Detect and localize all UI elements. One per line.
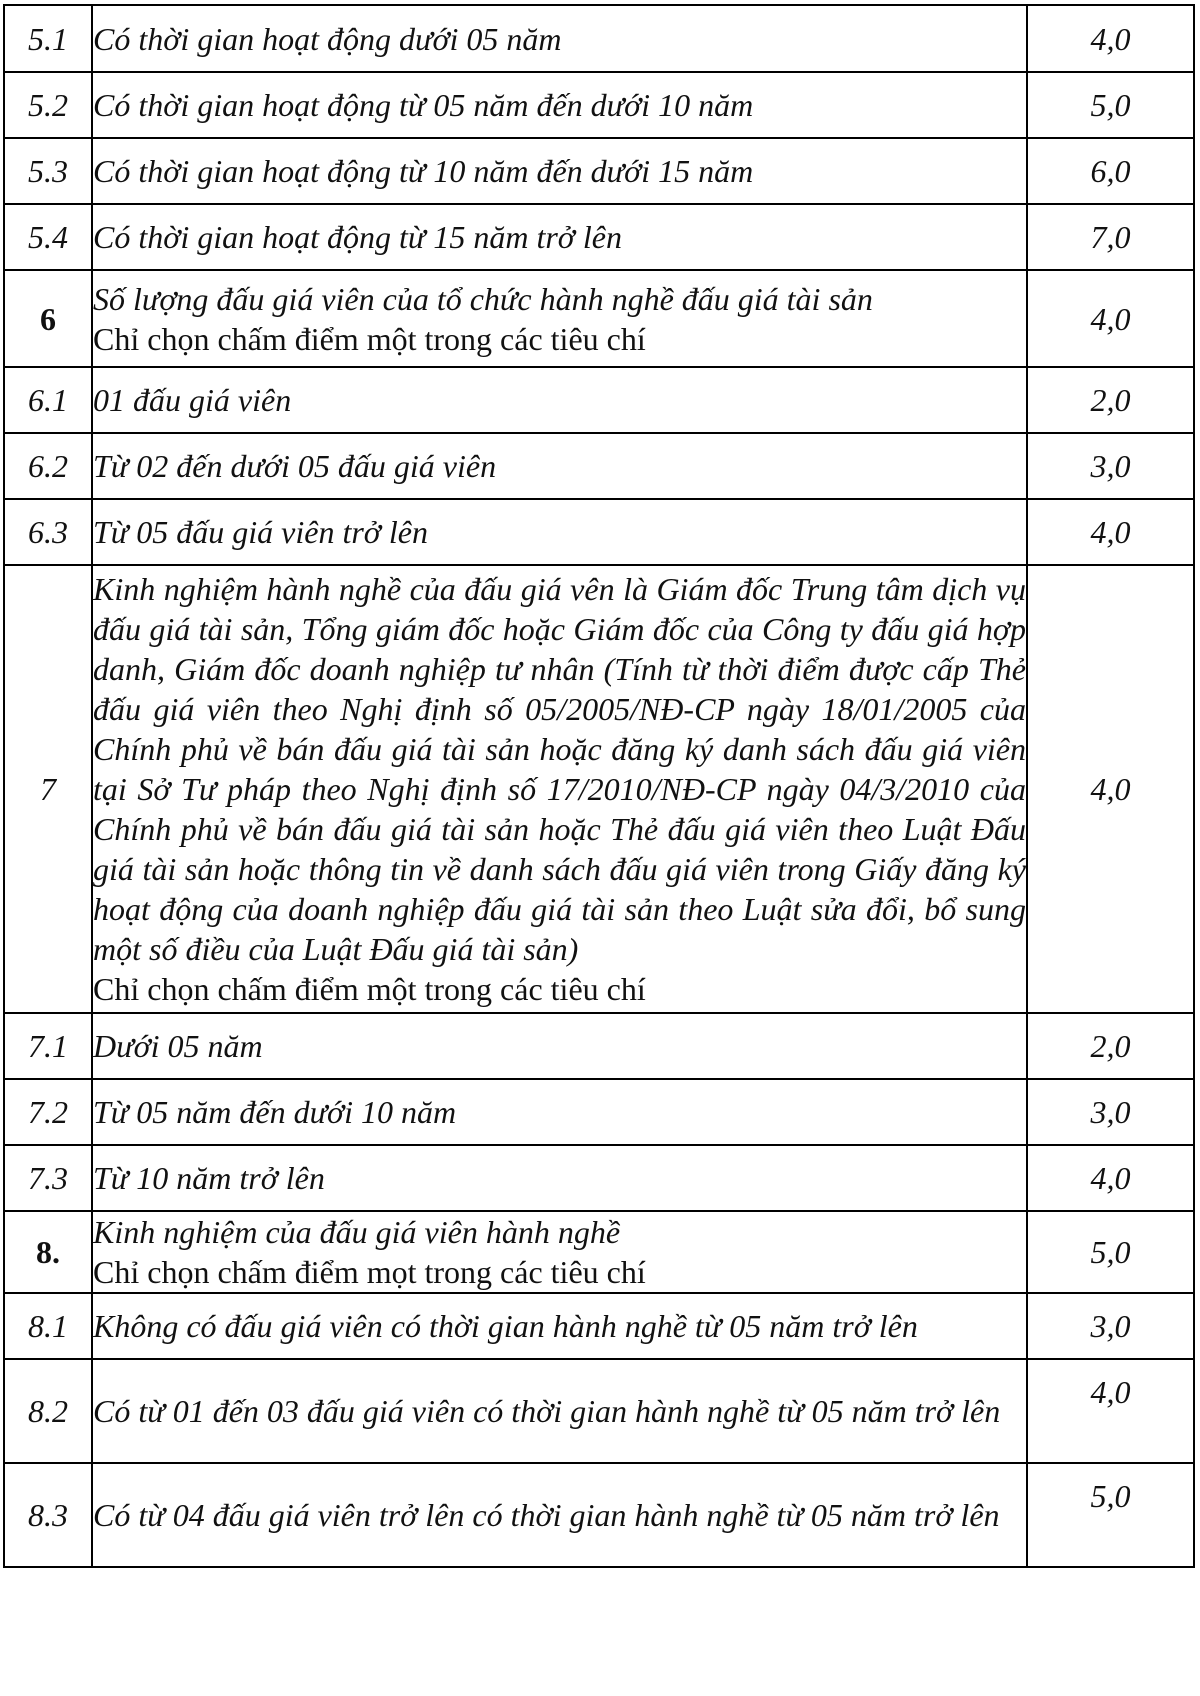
table-row <box>4 1359 1194 1463</box>
criterion-number: 6.1 <box>4 367 92 433</box>
criterion-number: 7.2 <box>4 1079 92 1145</box>
criterion-score: 3,0 <box>1027 433 1194 499</box>
criterion-score: 4,0 <box>1027 565 1194 1013</box>
criterion-text: Kinh nghiệm hành nghề của đấu giá vên là Giám đốc Trung tâm dịch vụ đấu giá tài sản, Tổng giám đốc hoặc Giám đốc của Công ty đấu giá hợp danh, Giám đốc doanh nghiệp tư nhân (Tính từ thời điểm được cấp Thẻ đấu giá viên theo Nghị định số 05/2005/NĐ-CP ngày 18/01/2005 của Chính phủ về bán đấu giá tài sản hoặc đăng ký danh sách đấu giá viên tại Sở Tư pháp theo Nghị định số 17/2010/NĐ-CP ngày 04/3/2010 của Chính phủ về bán đấu giá tài sản hoặc Thẻ đấu giá viên theo Luật Đấu giá tài sản hoặc thông tin về danh sách đấu giá viên trong Giấy đăng ký hoạt động của doanh nghiệp đấu giá tài sản theo Luật sửa đổi, bổ sung một số điều của Luật Đấu giá tài sản) <box>93 571 1026 967</box>
criterion-score: 2,0 <box>1027 1013 1194 1079</box>
criterion-number: 5.1 <box>4 5 92 72</box>
criterion-score: 5,0 <box>1027 1463 1194 1567</box>
criterion-text: Có thời gian hoạt động dưới 05 năm <box>92 5 1027 72</box>
criterion-number: 8.3 <box>4 1463 92 1567</box>
criterion-number: 8.2 <box>4 1359 92 1463</box>
table-row <box>4 499 1194 565</box>
table-row <box>4 367 1194 433</box>
criterion-text-block <box>92 1211 1027 1293</box>
table-row <box>4 5 1194 72</box>
criterion-score: 6,0 <box>1027 138 1194 204</box>
criterion-score: 5,0 <box>1027 1211 1194 1293</box>
criterion-text: Có thời gian hoạt động từ 05 năm đến dưới 10 năm <box>92 72 1027 138</box>
criterion-text: Từ 02 đến dưới 05 đấu giá viên <box>92 433 1027 499</box>
criterion-text: Có thời gian hoạt động từ 10 năm đến dưới 15 năm <box>92 138 1027 204</box>
criterion-number: 7 <box>4 565 92 1013</box>
criterion-text-block <box>92 270 1027 367</box>
scoring-criteria-table <box>3 4 1195 1568</box>
criterion-text: Không có đấu giá viên có thời gian hành nghề từ 05 năm trở lên <box>92 1293 1027 1359</box>
table-row <box>4 270 1194 367</box>
table-row <box>4 72 1194 138</box>
criterion-number: 6.3 <box>4 499 92 565</box>
criterion-number: 8. <box>4 1211 92 1293</box>
criterion-text: Kinh nghiệm của đấu giá viên hành nghề <box>93 1214 621 1250</box>
table-row <box>4 1463 1194 1567</box>
criterion-number: 5.4 <box>4 204 92 270</box>
criterion-score: 3,0 <box>1027 1293 1194 1359</box>
table-row <box>4 138 1194 204</box>
criterion-text: Từ 10 năm trở lên <box>92 1145 1027 1211</box>
table-row <box>4 565 1194 1013</box>
criterion-score: 4,0 <box>1027 1359 1194 1463</box>
criterion-note: Chỉ chọn chấm điểm một trong các tiêu chí <box>93 320 646 357</box>
criterion-text: Từ 05 năm đến dưới 10 năm <box>92 1079 1027 1145</box>
criterion-text: 01 đấu giá viên <box>92 367 1027 433</box>
criterion-score: 5,0 <box>1027 72 1194 138</box>
criterion-text: Có thời gian hoạt động từ 15 năm trở lên <box>92 204 1027 270</box>
criterion-note: Chỉ chọn chấm điểm một trong các tiêu chí <box>93 971 646 1007</box>
criterion-score: 2,0 <box>1027 367 1194 433</box>
criterion-number: 5.2 <box>4 72 92 138</box>
table-row <box>4 1211 1194 1293</box>
criterion-number: 7.1 <box>4 1013 92 1079</box>
criterion-text-block <box>92 565 1027 1013</box>
table-row <box>4 1079 1194 1145</box>
criterion-number: 6 <box>4 270 92 367</box>
table-row <box>4 204 1194 270</box>
criterion-text: Có từ 04 đấu giá viên trở lên có thời gian hành nghề từ 05 năm trở lên <box>92 1463 1027 1567</box>
criterion-number: 7.3 <box>4 1145 92 1211</box>
criterion-number: 8.1 <box>4 1293 92 1359</box>
criterion-text: Dưới 05 năm <box>92 1013 1027 1079</box>
criterion-number: 5.3 <box>4 138 92 204</box>
criterion-text: Số lượng đấu giá viên của tổ chức hành nghề đấu giá tài sản <box>93 280 873 317</box>
table-row <box>4 1145 1194 1211</box>
table-row <box>4 1293 1194 1359</box>
table-row <box>4 433 1194 499</box>
criterion-score: 7,0 <box>1027 204 1194 270</box>
criterion-note: Chỉ chọn chấm điểm mọt trong các tiêu chí <box>93 1254 646 1290</box>
criterion-score: 4,0 <box>1027 1145 1194 1211</box>
criterion-text: Từ 05 đấu giá viên trở lên <box>92 499 1027 565</box>
criterion-score: 4,0 <box>1027 499 1194 565</box>
criterion-score: 3,0 <box>1027 1079 1194 1145</box>
criterion-number: 6.2 <box>4 433 92 499</box>
criterion-score: 4,0 <box>1027 270 1194 367</box>
criterion-score: 4,0 <box>1027 5 1194 72</box>
table-row <box>4 1013 1194 1079</box>
criterion-text: Có từ 01 đến 03 đấu giá viên có thời gian hành nghề từ 05 năm trở lên <box>92 1359 1027 1463</box>
